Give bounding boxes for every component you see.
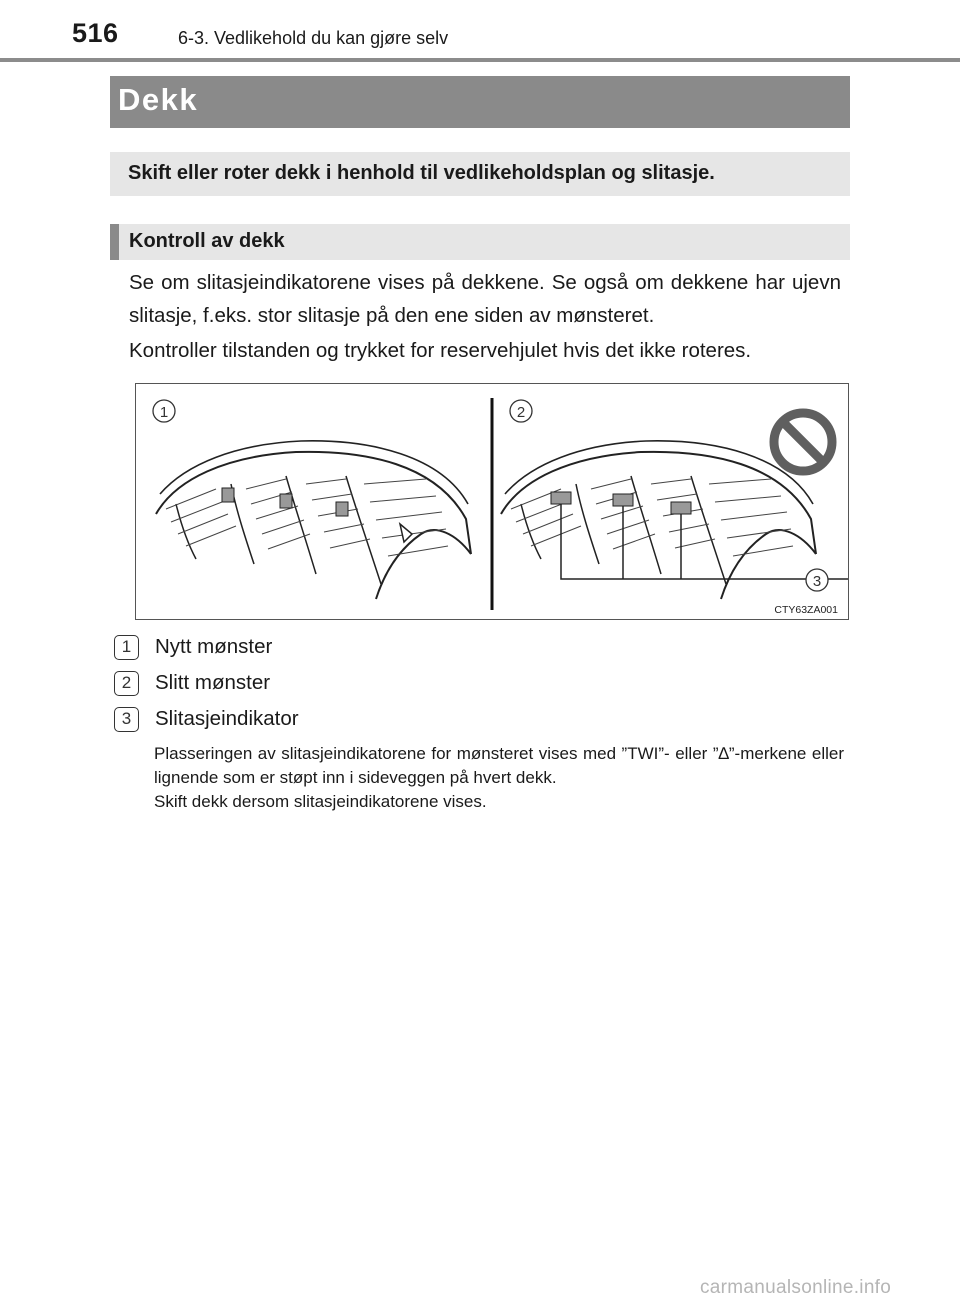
note-line-replace: Skift dekk dersom slitasjeindikatorene vises. xyxy=(154,792,487,811)
subsection-heading: Kontroll av dekk xyxy=(129,230,285,252)
svg-text:1: 1 xyxy=(159,404,169,421)
section-title: Dekk xyxy=(118,82,199,117)
summary-box xyxy=(110,152,850,196)
summary-text: Skift eller roter dekk i henhold til vedlikeholdsplan og slitasje. xyxy=(128,162,715,184)
worn-tread-drawing xyxy=(501,441,848,599)
paragraph-wear-indicators: Se om slitasjeindikatorene vises på dekkene. Se også om dekkene har ujevn slitasje, f.eks. stor slitasje på den ene siden av mønsteret. xyxy=(129,271,841,327)
callout-3 xyxy=(806,569,828,591)
watermark: carmanualsonline.info xyxy=(700,1277,892,1298)
note-line-twi: Plasseringen av slitasjeindikatorene for mønsteret vises med ”TWI”- eller ”∆”-merkene eller lignende som er støpt inn i sideveggen på hvert dekk. xyxy=(154,744,844,787)
running-head: 6-3. Vedlikehold du kan gjøre selv xyxy=(178,28,449,48)
legend-label: Slitasjeindikator xyxy=(155,707,299,730)
legend-label: Slitt mønster xyxy=(155,671,271,694)
tire-tread-figure xyxy=(135,383,849,620)
legend-item-worn-tread xyxy=(114,668,270,698)
new-tread-drawing xyxy=(156,441,471,599)
wear-indicator-note xyxy=(154,742,844,814)
svg-text:2: 2 xyxy=(516,404,526,421)
legend-item-wear-indicator xyxy=(114,704,299,734)
section-title-bar xyxy=(110,76,850,128)
legend-number: 2 xyxy=(114,671,139,696)
header-rule xyxy=(0,58,960,62)
callout-1 xyxy=(153,400,175,422)
legend-number: 3 xyxy=(114,707,139,732)
legend-number: 1 xyxy=(114,635,139,660)
legend-item-new-tread xyxy=(114,632,272,662)
figure-code: CTY63ZA001 xyxy=(774,604,838,616)
callout-2 xyxy=(510,400,532,422)
prohibited-icon xyxy=(774,413,832,471)
legend-label: Nytt mønster xyxy=(155,635,273,658)
page-number: 516 xyxy=(72,18,119,48)
subsection-heading-bar xyxy=(110,224,850,260)
paragraph-spare-wheel: Kontroller tilstanden og trykket for reservehjulet hvis det ikke roteres. xyxy=(129,339,752,362)
svg-text:3: 3 xyxy=(812,573,822,590)
tire-illustration xyxy=(136,384,848,619)
